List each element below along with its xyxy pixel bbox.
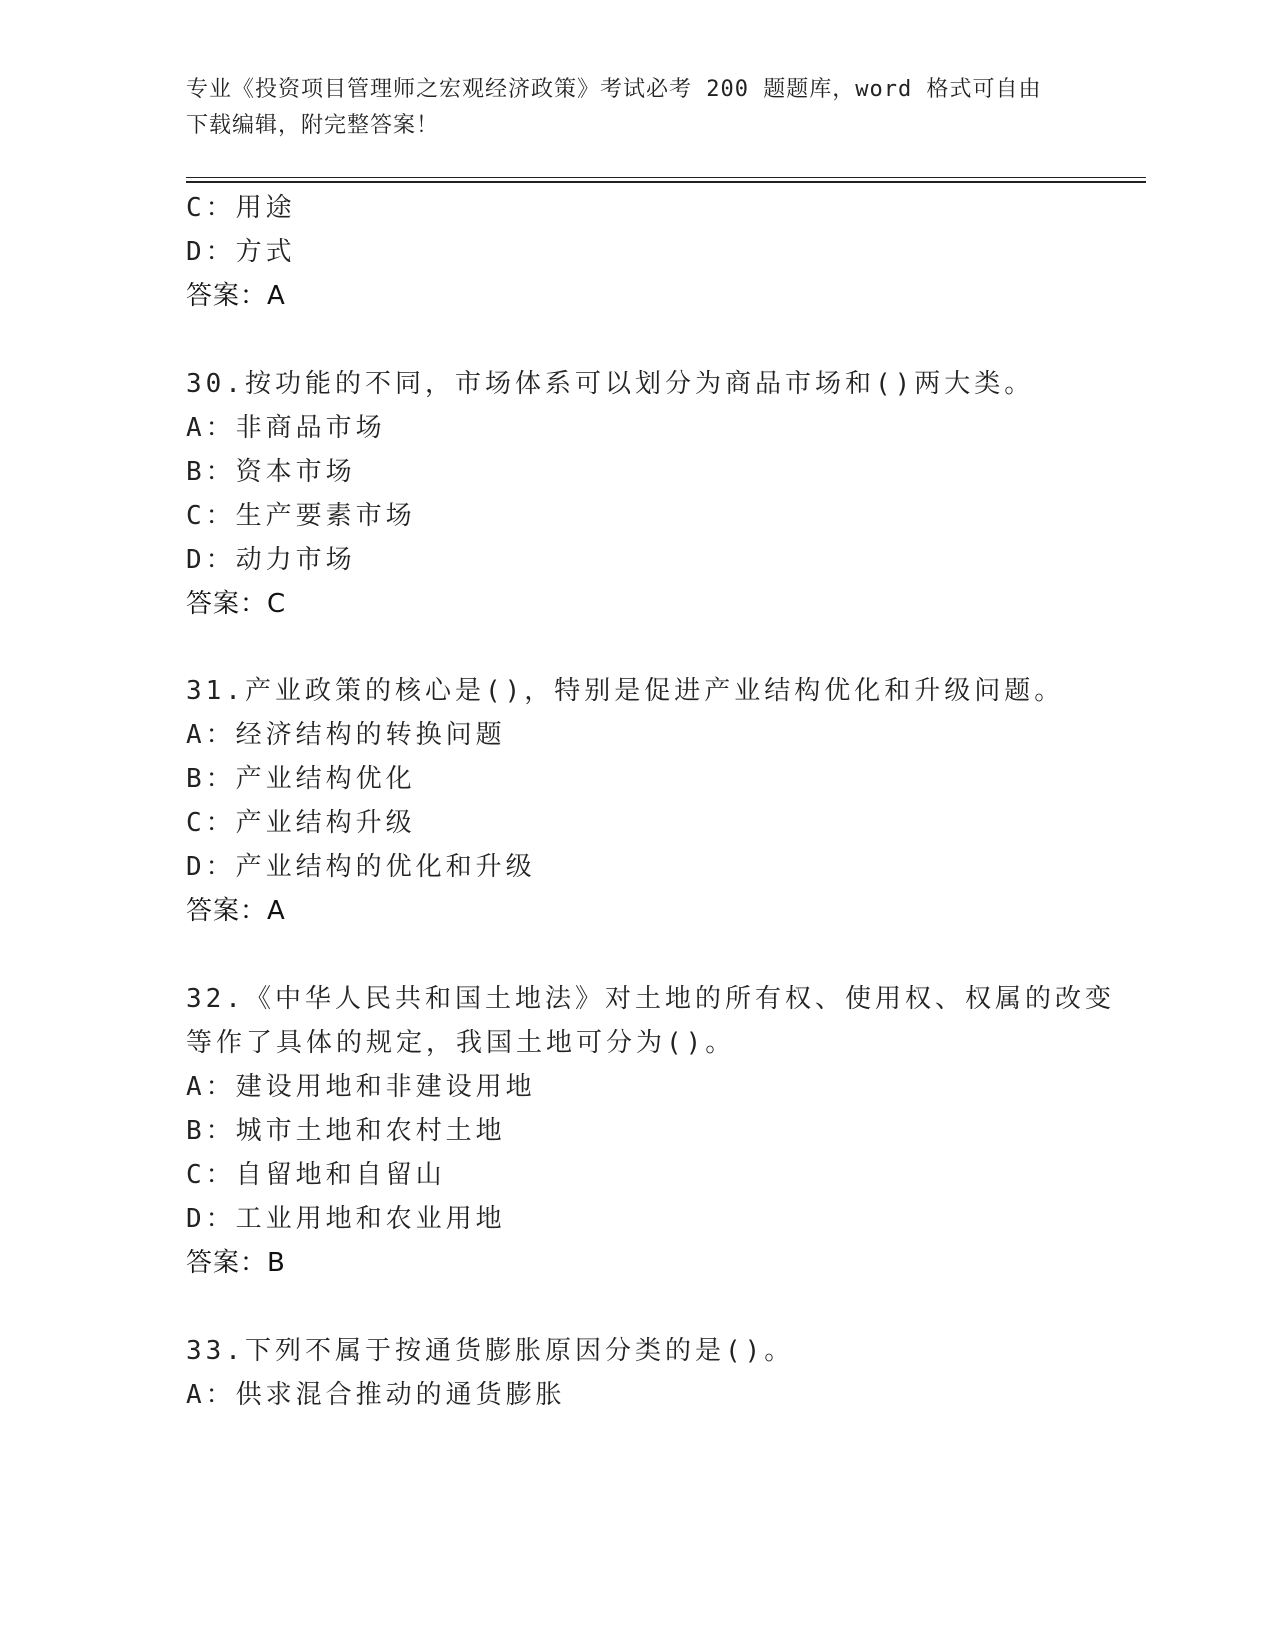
q31-answer: 答案：A bbox=[186, 896, 286, 926]
header-line-1: 专业《投资项目管理师之宏观经济政策》考试必考 200 题题库，word 格式可自由 bbox=[186, 77, 1042, 102]
q30-option-c: C：生产要素市场 bbox=[186, 501, 416, 531]
q32-question-line-1: 32.《中华人民共和国土地法》对土地的所有权、使用权、权属的改变 bbox=[186, 984, 1115, 1014]
header-line-2: 下载编辑，附完整答案！ bbox=[186, 113, 440, 138]
q32-option-c: C：自留地和自留山 bbox=[186, 1160, 446, 1190]
q30-option-a: A：非商品市场 bbox=[186, 413, 386, 443]
q30-answer: 答案：C bbox=[186, 589, 287, 619]
q32-option-a: A：建设用地和非建设用地 bbox=[186, 1072, 536, 1102]
q32-option-b: B：城市土地和农村土地 bbox=[186, 1116, 506, 1146]
q31-option-c: C：产业结构升级 bbox=[186, 808, 416, 838]
q32-question-line-2: 等作了具体的规定，我国土地可分为()。 bbox=[186, 1028, 736, 1058]
q33-question: 33.下列不属于按通货膨胀原因分类的是()。 bbox=[186, 1336, 795, 1366]
q30-question: 30.按功能的不同，市场体系可以划分为商品市场和()两大类。 bbox=[186, 369, 1035, 399]
q33-option-a: A：供求混合推动的通货膨胀 bbox=[186, 1380, 566, 1410]
q32-option-d: D：工业用地和农业用地 bbox=[186, 1204, 506, 1234]
q30-option-d: D：动力市场 bbox=[186, 545, 356, 575]
q31-option-d: D：产业结构的优化和升级 bbox=[186, 852, 536, 882]
q31-question: 31.产业政策的核心是()，特别是促进产业结构优化和升级问题。 bbox=[186, 676, 1065, 706]
header-divider-thin bbox=[186, 177, 1146, 178]
q29-option-c: C：用途 bbox=[186, 193, 296, 223]
q31-option-a: A：经济结构的转换问题 bbox=[186, 720, 506, 750]
header-divider-thick bbox=[186, 181, 1146, 183]
q29-answer: 答案：A bbox=[186, 281, 286, 311]
q31-option-b: B：产业结构优化 bbox=[186, 764, 416, 794]
q32-answer: 答案：B bbox=[186, 1248, 286, 1278]
document-header bbox=[186, 72, 1086, 144]
q29-option-d: D：方式 bbox=[186, 237, 296, 267]
q30-option-b: B：资本市场 bbox=[186, 457, 356, 487]
